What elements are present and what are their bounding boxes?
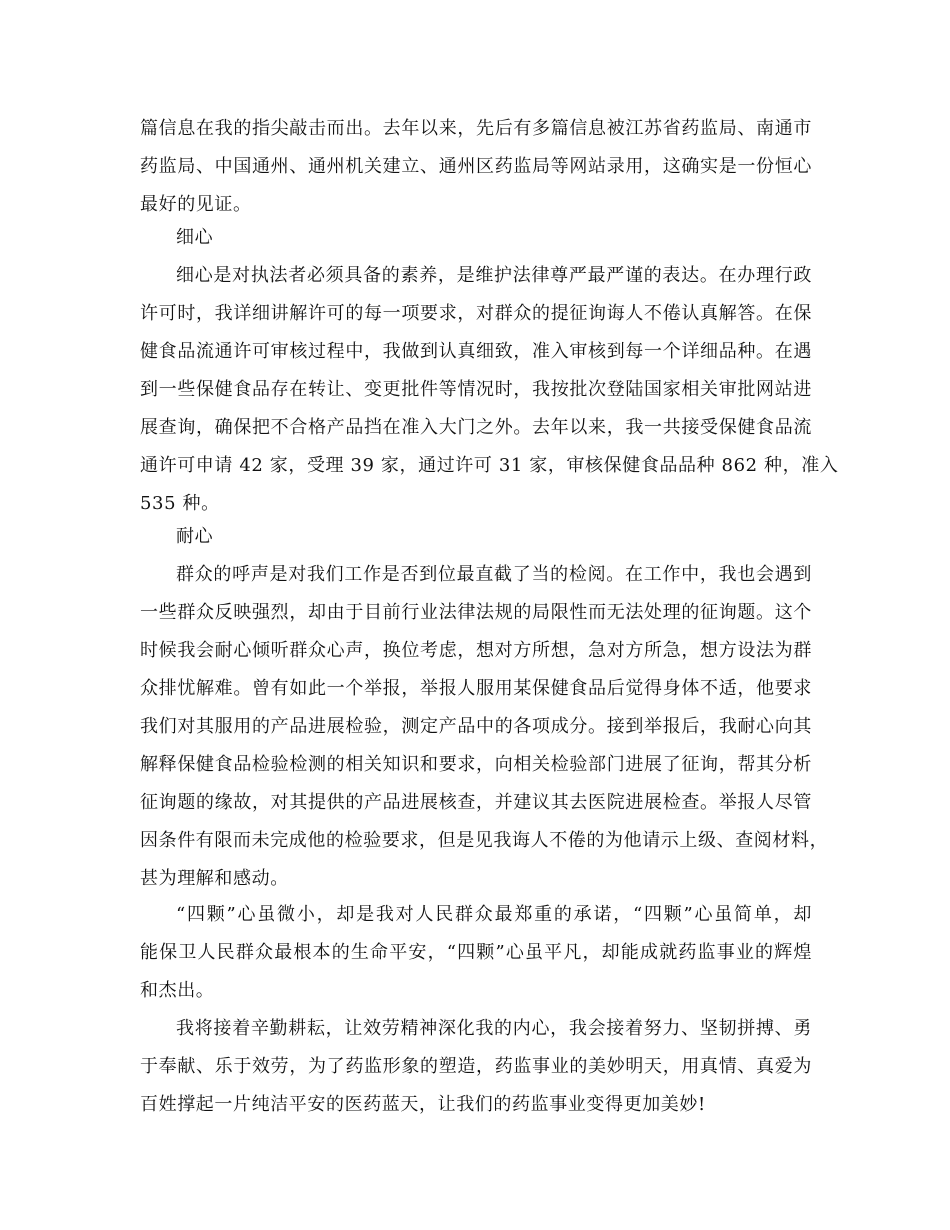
section-heading-naixin: 耐心 <box>176 526 214 547</box>
text-line: 我们对其服用的产品进展检验，测定产品中的各项成分。接到举报后，我耐心向其 <box>140 716 812 737</box>
text-line: 展查询，确保把不合格产品挡在准入大门之外。去年以来，我一共接受保健食品流 <box>140 417 812 438</box>
text-line: 百姓撑起一片纯洁平安的医药蓝天，让我们的药监事业变得更加美妙! <box>140 1094 706 1115</box>
text-line: 535 种。 <box>140 493 220 514</box>
text-line: 征询题的缘故，对其提供的产品进展核查，并建议其去医院进展检查。举报人尽管 <box>140 792 812 813</box>
text-line: 最好的见证。 <box>140 194 252 215</box>
text-line: 于奉献、乐于效劳，为了药监形象的塑造，药监事业的美妙明天，用真情、真爱为 <box>140 1056 812 1077</box>
text-line: 一些群众反映强烈，却由于目前行业法律法规的局限性而无法处理的征询题。这个 <box>140 602 812 623</box>
text-line: 能保卫人民群众最根本的生命平安，“四颗”心虽平凡，却能成就药监事业的辉煌 <box>140 942 812 963</box>
text-line: 通许可申请 42 家，受理 39 家，通过许可 31 家，审核保健食品品种 862 种，准入 <box>140 455 839 476</box>
text-line: 篇信息在我的指尖敲击而出。去年以来，先后有多篇信息被江苏省药监局、南通市 <box>140 118 812 139</box>
text-line: 时候我会耐心倾听群众心声，换位考虑，想对方所想，急对方所急，想方设法为群 <box>140 640 812 661</box>
text-line: 许可时，我详细讲解许可的每一项要求，对群众的提征询诲人不倦认真解答。在保 <box>140 303 812 324</box>
text-line: 甚为理解和感动。 <box>140 868 289 889</box>
text-line: “四颗”心虽微小，却是我对人民群众最郑重的承诺，“四颗”心虽简单，却 <box>176 904 812 925</box>
text-line: 药监局、中国通州、通州机关建立、通州区药监局等网站录用，这确实是一份恒心 <box>140 156 812 177</box>
text-line: 我将接着辛勤耕耘，让效劳精神深化我的内心，我会接着努力、坚韧拼搏、勇 <box>176 1018 812 1039</box>
text-line: 细心是对执法者必须具备的素养，是维护法律尊严最严谨的表达。在办理行政 <box>176 265 812 286</box>
text-line: 到一些保健食品存在转让、变更批件等情况时，我按批次登陆国家相关审批网站进 <box>140 379 812 400</box>
text-line: 群众的呼声是对我们工作是否到位最直截了当的检阅。在工作中，我也会遇到 <box>176 564 812 585</box>
text-line: 和杰出。 <box>140 980 215 1001</box>
section-heading-xixin: 细心 <box>176 227 214 248</box>
text-line: 解释保健食品检验检测的相关知识和要求，向相关检验部门进展了征询，帮其分析 <box>140 754 812 775</box>
text-line: 众排忧解难。曾有如此一个举报，举报人服用某保健食品后觉得身体不适，他要求 <box>140 678 812 699</box>
text-line: 健食品流通许可审核过程中，我做到认真细致，准入审核到每一个详细品种。在遇 <box>140 341 812 362</box>
text-line: 因条件有限而未完成他的检验要求，但是见我诲人不倦的为他请示上级、查阅材料， <box>140 830 829 851</box>
